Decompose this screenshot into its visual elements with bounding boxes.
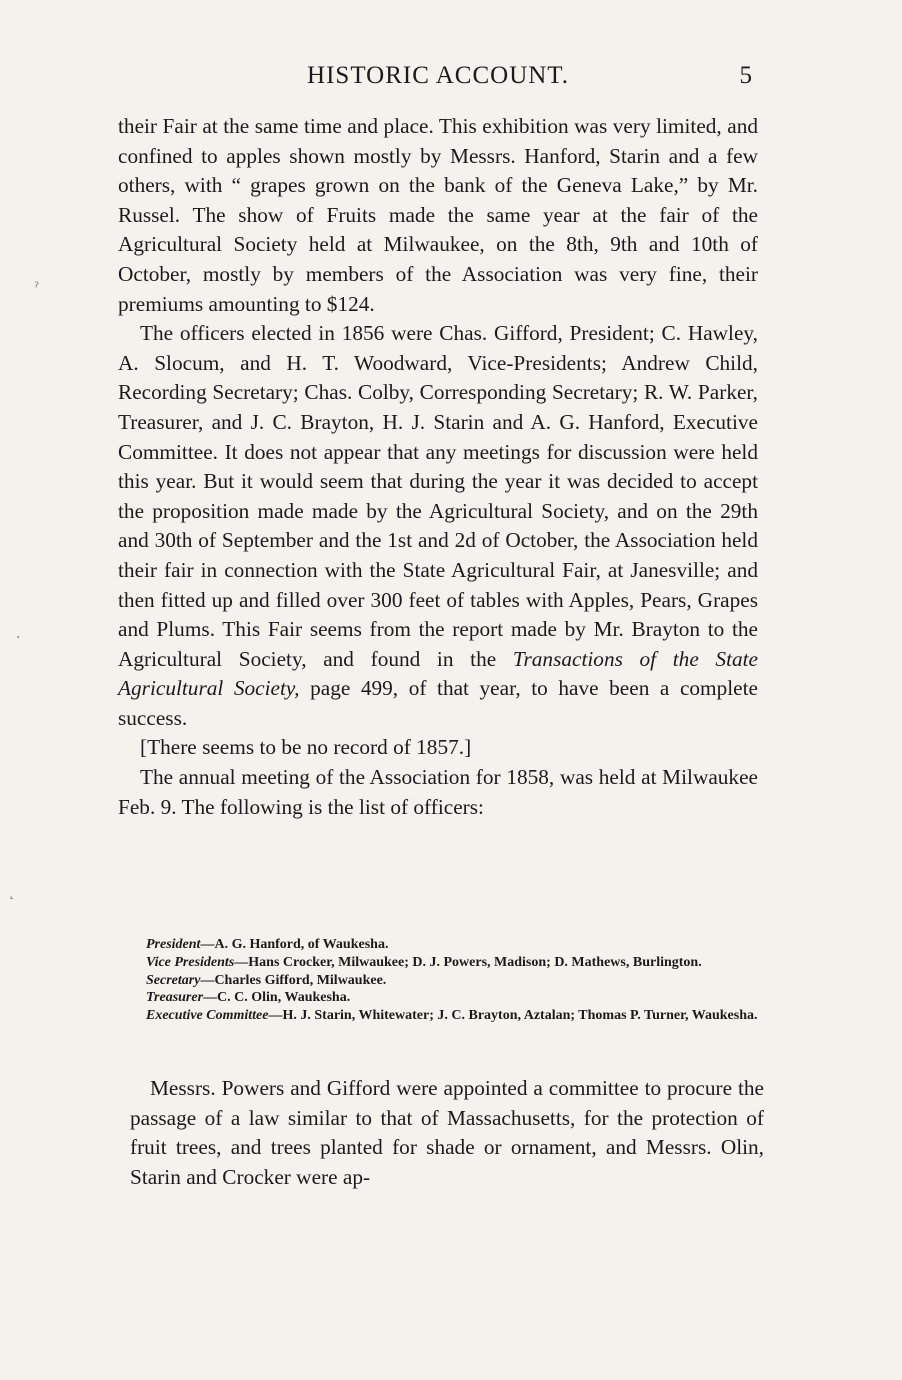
officer-entry <box>128 972 764 990</box>
officer-names: —Charles Gifford, Milwaukee. <box>200 972 387 988</box>
officer-entry <box>128 936 764 954</box>
margin-mark: ˀ <box>34 280 40 296</box>
transactions-after: page 499, of that year, to have been a complete success. <box>118 676 758 730</box>
page-number: 5 <box>739 62 752 89</box>
officer-names: —H. J. Starin, Whitewater; J. C. Brayton, Aztalan; Thomas P. Turner, Waukesha. <box>268 1008 758 1024</box>
officer-names: —Hans Crocker, Milwaukee; D. J. Powers, Madison; D. Mathews, Burlington. <box>234 954 702 970</box>
closing-paragraph: Messrs. Powers and Gifford were appointed a committee to procure the passage of a law similar to that of Massachusetts, for the protection of fruit trees, and trees planted for shade or ornament, and Messrs. Olin, Starin and Crocker were ap- <box>130 1076 764 1189</box>
paragraph-4: The annual meeting of the Association for 1858, was held at Milwaukee Feb. 9. The following is the list of officers: <box>118 765 758 819</box>
running-title: HISTORIC ACCOUNT. <box>307 62 569 89</box>
officer-role: Executive Committee <box>146 1008 269 1024</box>
officers-list <box>128 936 764 1025</box>
officer-entry <box>128 954 764 972</box>
officer-role: Treasurer <box>146 990 204 1006</box>
margin-mark: · <box>16 630 21 646</box>
paragraph-2-text: The officers elected in 1856 were Chas. Gifford, President; C. Hawley, A. Slocum, and H. T. Woodward, Vice-Presidents; Andrew Child, Recording Secretary; Chas. Colby, Corresponding Secretary; R. W. Parker, Treasurer, and J. C. Brayton, H. J. Starin and A. G. Hanford, Executive Committee. It does not appear that any meetings for discussion were held this year. But it would seem that during the year it was decided to accept the proposition made made by the Agricultural Society, and on the 29th and 30th of September and the 1st and 2d of October, the Association held their fair in connection with the State Agricultural Fair, at Janesville; and then fitted up and filled over 300 feet of tables with Apples, Pears, Grapes and Plums. This Fair seems from the report made by Mr. Brayton to the Agricultural Society, and found in the <box>118 321 758 671</box>
transactions-title: Transactions of the State Agricultural Society, <box>118 646 759 701</box>
officer-names: —C. C. Olin, Waukesha. <box>203 990 351 1006</box>
margin-mark: ˛ <box>8 884 15 900</box>
closing-text <box>130 1074 764 1192</box>
officer-entry <box>128 989 764 1007</box>
officer-names: —A. G. Hanford, of Waukesha. <box>200 937 389 952</box>
officer-role: Vice Presidents <box>146 954 235 970</box>
officer-role: Secretary <box>146 972 201 988</box>
paragraph-2 <box>118 319 758 733</box>
running-header <box>118 62 758 98</box>
officer-entry <box>128 1007 764 1025</box>
paragraph-1: their Fair at the same time and place. This exhibition was very limited, and confined to apples shown mostly by Messrs. Hanford, Starin and a few others, with “ grapes grown on the bank of the Geneva Lake,” by Mr. Russel. The show of Fruits made the same year at the fair of the Agricultural Society held at Milwaukee, on the 8th, 9th and 10th of October, mostly by members of the Association was very fine, their premiums amounting to $124. <box>118 114 758 316</box>
officer-role: President <box>146 937 201 952</box>
paragraph-3: [There seems to be no record of 1857.] <box>140 735 472 760</box>
main-text <box>118 112 758 822</box>
